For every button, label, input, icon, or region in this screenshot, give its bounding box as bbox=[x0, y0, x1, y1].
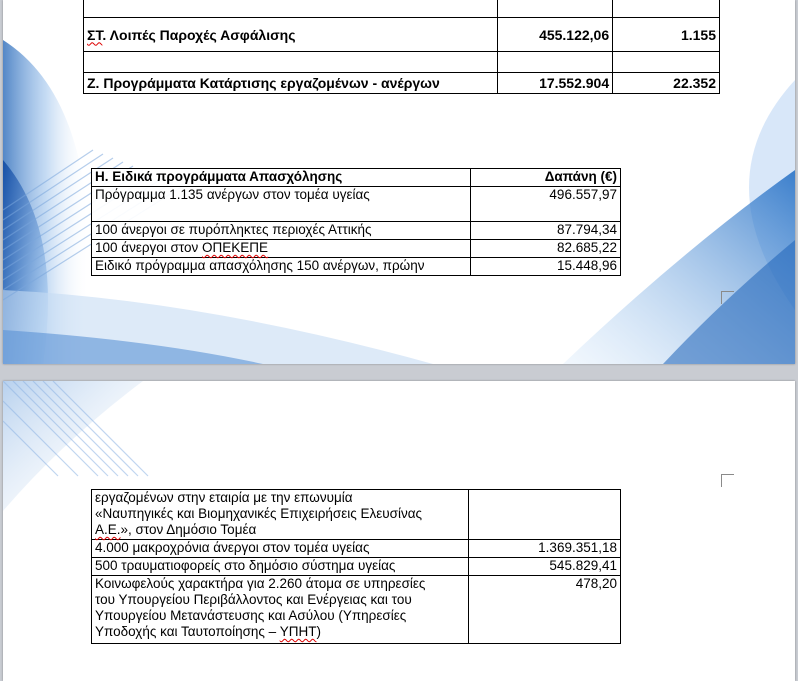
table-row-spacer bbox=[84, 52, 720, 73]
row-label bbox=[92, 240, 471, 258]
table-row bbox=[92, 558, 621, 576]
table-row bbox=[92, 490, 621, 540]
row-label: Ζ. Προγράμματα Κατάρτισης εργαζομένων - ανέργων bbox=[84, 73, 498, 94]
row-label-flagged: ΥΠΗΤ bbox=[279, 624, 317, 639]
row-label-line: Κοινωφελούς χαρακτήρα για 2.260 άτομα σε υπηρεσίες bbox=[95, 576, 426, 591]
row-value: 545.829,41 bbox=[469, 558, 621, 576]
table-header-row bbox=[92, 169, 621, 187]
header-cost: Δαπάνη (€) bbox=[471, 169, 621, 187]
row-label-flagged: ΟΠΕΚΕΠΕ bbox=[202, 240, 269, 255]
table-row-spacer bbox=[84, 0, 720, 18]
table-row bbox=[92, 240, 621, 258]
row-amount: 17.552.904 bbox=[498, 73, 613, 94]
row-label bbox=[92, 490, 469, 540]
row-value: 15.448,96 bbox=[471, 258, 621, 276]
row-value bbox=[469, 490, 621, 540]
row-label: 500 τραυματιοφορείς στο δημόσιο σύστημα υγείας bbox=[92, 558, 469, 576]
row-label-text: ) bbox=[316, 624, 321, 639]
row-label-line: του Υπουργείου Περιβάλλοντος και Ενέργειας και του bbox=[95, 592, 412, 607]
row-count: 1.155 bbox=[613, 18, 720, 52]
table-row bbox=[92, 222, 621, 240]
row-value: 496.557,97 bbox=[471, 187, 621, 222]
row-label: 4.000 μακροχρόνια άνεργοι στον τομέα υγείας bbox=[92, 540, 469, 558]
row-value: 478,20 bbox=[469, 576, 621, 644]
row-label-text: 100 άνεργοι στον bbox=[95, 240, 203, 255]
table-row bbox=[92, 540, 621, 558]
row-amount: 455.122,06 bbox=[498, 18, 613, 52]
table-special-programs bbox=[91, 168, 621, 276]
row-label-text: . Λοιπές Παροχές Ασφάλισης bbox=[102, 26, 296, 43]
margin-corner-mark bbox=[721, 474, 734, 487]
row-label-line: «Ναυπηγικές και Βιομηχανικές Επιχειρήσεις Ελευσίνας bbox=[95, 506, 423, 521]
row-label bbox=[92, 576, 469, 644]
row-label-text: Υποδοχής και Ταυτοποίησης – bbox=[95, 624, 280, 639]
row-code: ΣΤ bbox=[87, 26, 103, 43]
row-label-text: », στον Δημόσιο Τομέα bbox=[120, 522, 257, 537]
row-value: 87.794,34 bbox=[471, 222, 621, 240]
row-label-line bbox=[95, 624, 465, 640]
row-label-line: εργαζομένων στην εταιρία με την επωνυμία bbox=[95, 490, 353, 505]
row-label-line: Υπουργείου Μετανάστευσης και Ασύλου (Υπηρεσίες bbox=[95, 608, 407, 623]
table-row bbox=[92, 258, 621, 276]
header-label: Η. Ειδικά προγράμματα Απασχόλησης bbox=[92, 169, 471, 187]
table-row bbox=[92, 187, 621, 222]
row-label: Ειδικό πρόγραμμα απασχόλησης 150 ανέργων, πρώην bbox=[92, 258, 471, 276]
row-label bbox=[84, 18, 498, 52]
table-special-programs-continued bbox=[91, 489, 621, 644]
row-count: 22.352 bbox=[613, 73, 720, 94]
table-row bbox=[84, 18, 720, 52]
margin-corner-mark bbox=[721, 291, 734, 304]
row-value: 82.685,22 bbox=[471, 240, 621, 258]
table-row bbox=[84, 73, 720, 94]
row-label-line bbox=[95, 522, 465, 538]
table-insurance-benefits bbox=[83, 0, 720, 94]
row-label: Πρόγραμμα 1.135 ανέργων στον τομέα υγείας bbox=[92, 187, 471, 222]
row-value: 1.369.351,18 bbox=[469, 540, 621, 558]
row-label: 100 άνεργοι σε πυρόπληκτες περιοχές Αττικής bbox=[92, 222, 471, 240]
document-page-2 bbox=[3, 381, 795, 681]
document-page-1 bbox=[3, 0, 795, 364]
row-label-flagged: Α.Ε. bbox=[95, 522, 121, 537]
table-row bbox=[92, 576, 621, 644]
